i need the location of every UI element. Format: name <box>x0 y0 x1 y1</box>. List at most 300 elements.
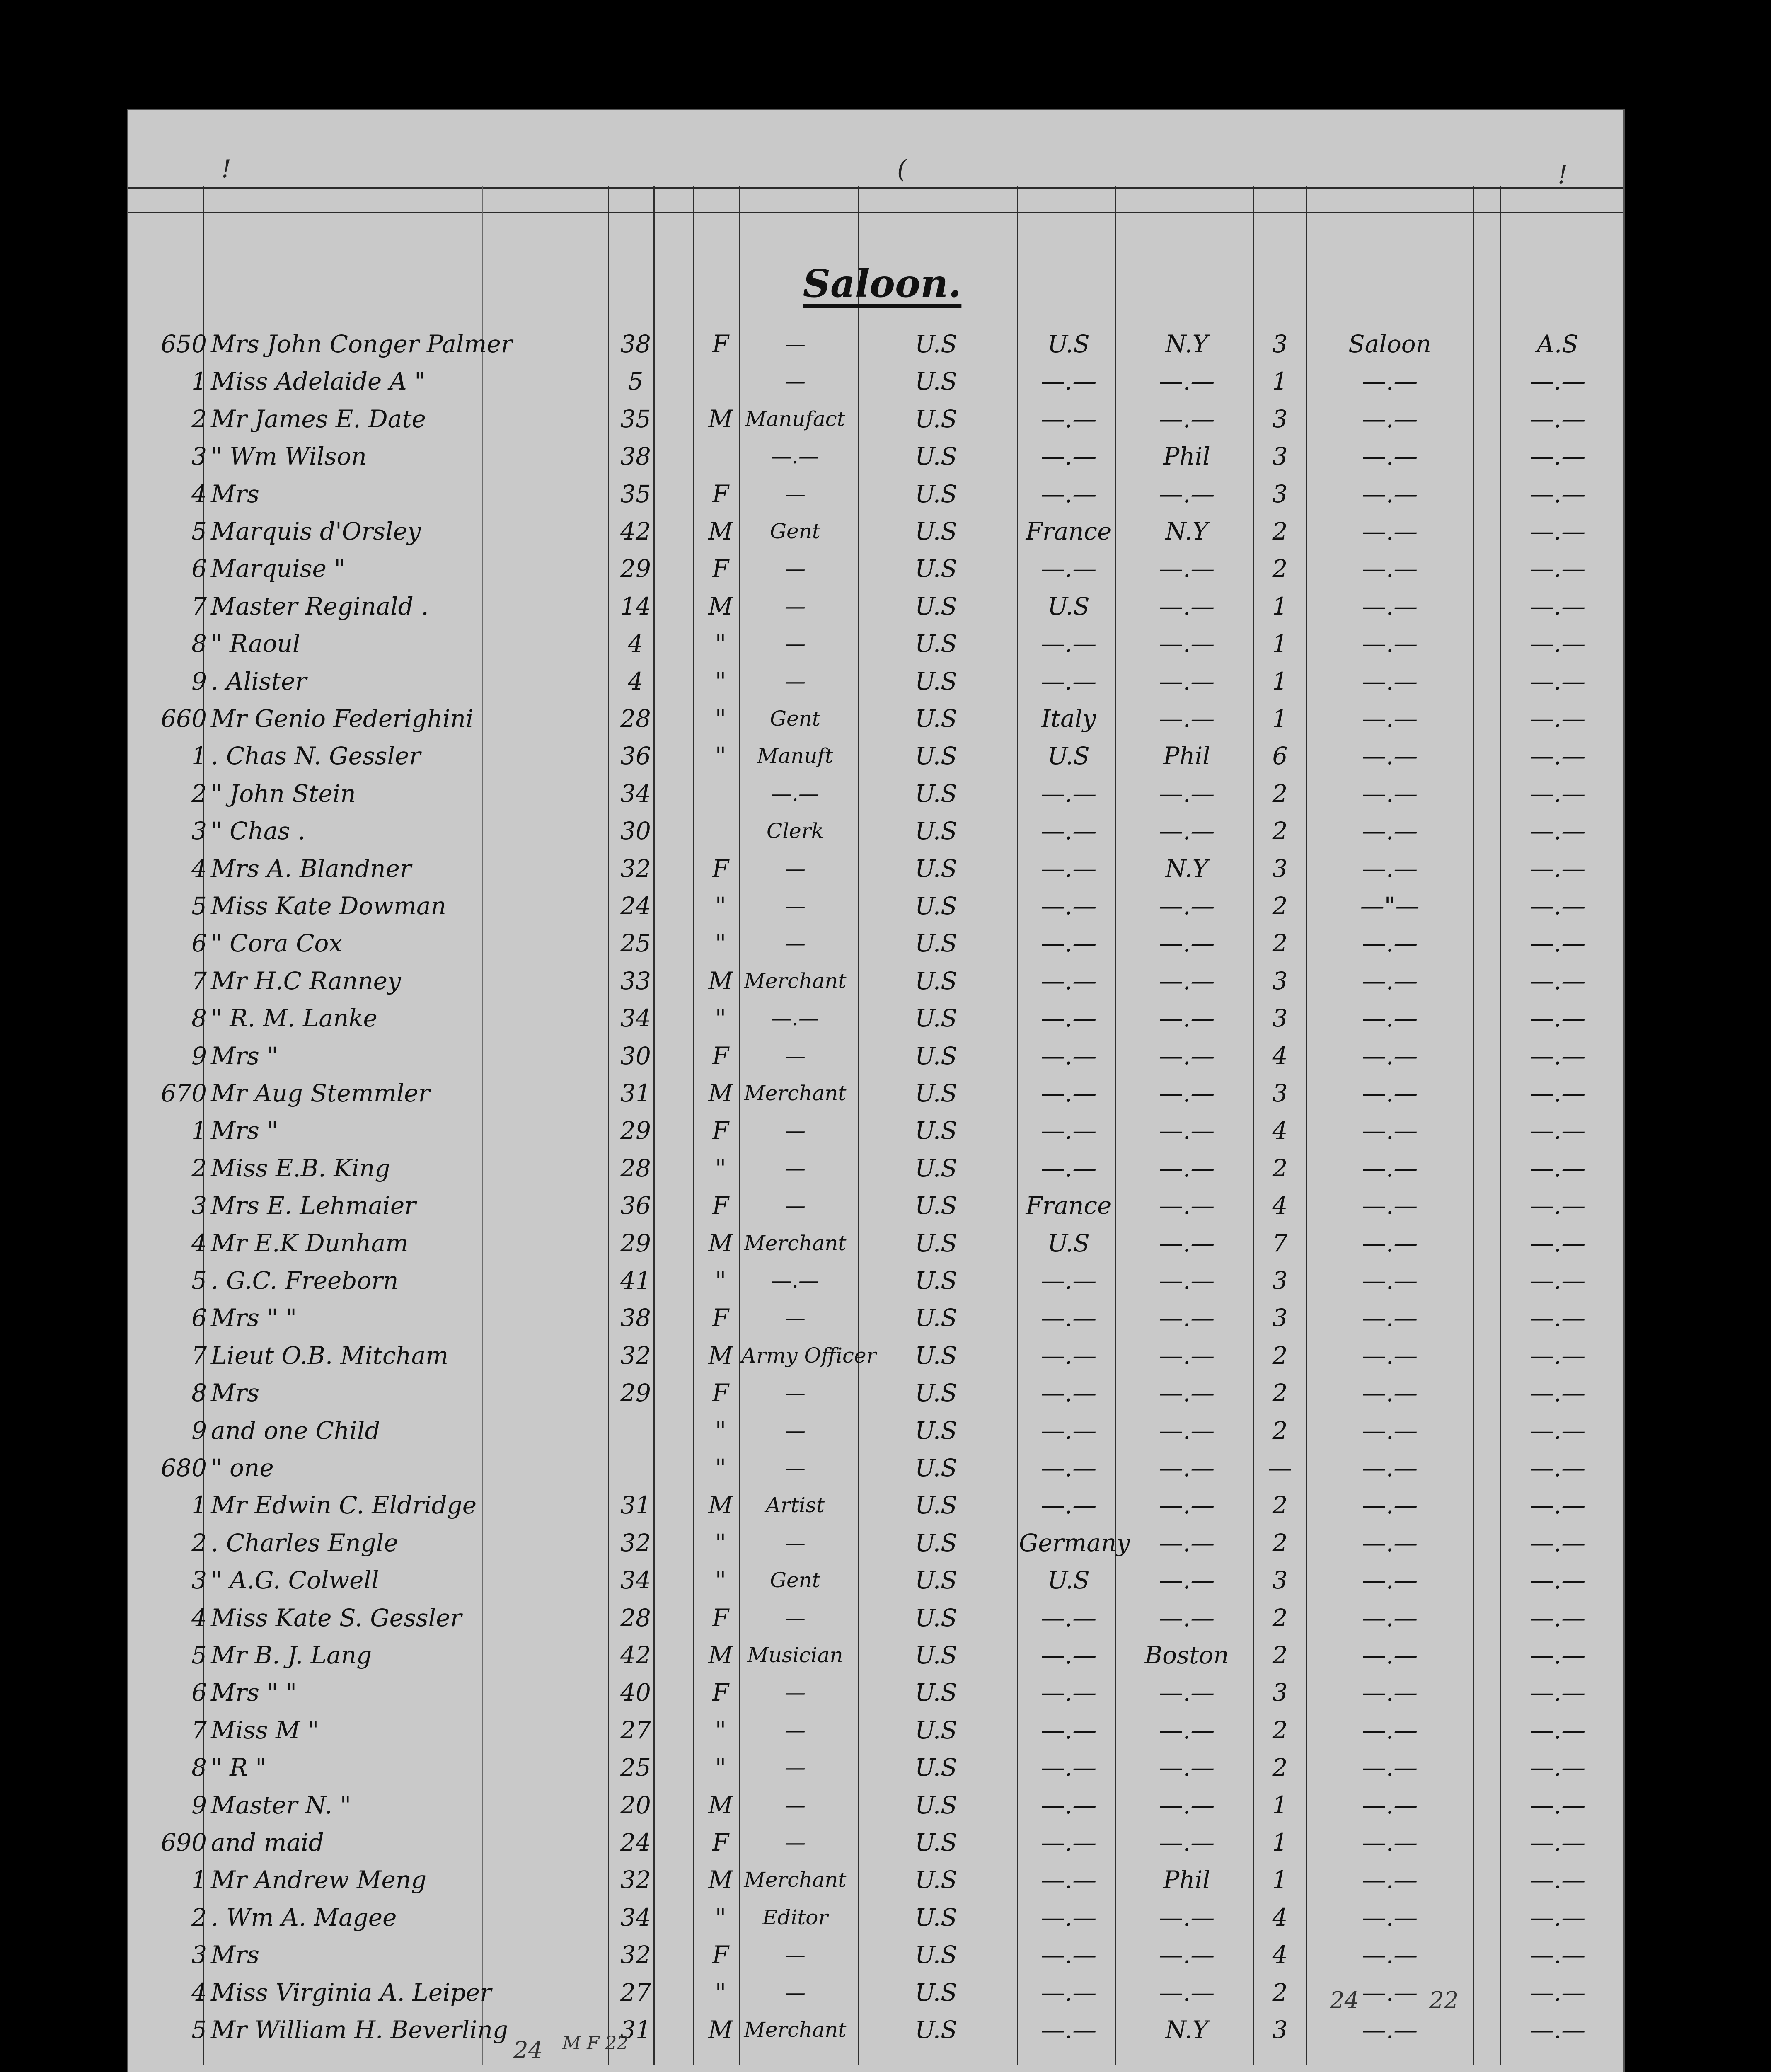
residence-cell: —.— <box>1040 817 1097 845</box>
passenger-name-cell: Master Reginald . <box>211 592 429 620</box>
occupation-cell: — <box>785 856 806 881</box>
table-row <box>128 513 1623 550</box>
destination-cell: —.— <box>1159 1004 1215 1033</box>
row-number-cell: 3 <box>191 1191 207 1220</box>
age-cell: 34 <box>620 1903 651 1932</box>
sex-cell: M <box>708 1491 733 1520</box>
sex-cell: F <box>712 1828 729 1857</box>
class-cell: —.— <box>1362 554 1418 583</box>
table-row <box>128 1899 1623 1936</box>
row-number-cell: 680 <box>161 1454 207 1482</box>
row-number-cell: 1 <box>191 367 207 396</box>
table-row <box>128 588 1623 625</box>
nationality-cell: U.S <box>915 704 957 733</box>
destination-cell: —.— <box>1159 966 1215 995</box>
passenger-name-cell: Mrs A. Blandner <box>211 854 411 883</box>
class-cell: —.— <box>1362 704 1418 733</box>
row-number-cell: 7 <box>191 1716 207 1744</box>
pieces-cell: 1 <box>1272 704 1288 733</box>
table-row <box>128 1075 1623 1112</box>
row-number-cell: 8 <box>191 1004 207 1033</box>
pieces-cell: 2 <box>1272 892 1288 920</box>
passenger-name-cell: . G.C. Freeborn <box>211 1266 399 1295</box>
nationality-cell: U.S <box>915 1341 957 1370</box>
occupation-cell: — <box>785 1156 806 1180</box>
passenger-name-cell: Miss Adelaide A " <box>211 367 426 396</box>
row-number-cell: 6 <box>191 554 207 583</box>
occupation-cell: — <box>785 1530 806 1555</box>
destination-cell: —.— <box>1159 554 1215 583</box>
sex-cell: " <box>715 1154 726 1182</box>
destination-cell: —.— <box>1159 1791 1215 1819</box>
class-cell: —.— <box>1362 779 1418 808</box>
table-row <box>128 2011 1623 2048</box>
occupation-cell: — <box>785 1193 806 1218</box>
sex-cell: M <box>708 2016 733 2044</box>
age-cell: 25 <box>620 1753 651 1782</box>
age-cell: 28 <box>620 704 651 733</box>
passenger-name-cell: " John Stein <box>211 779 356 808</box>
age-cell: 4 <box>628 629 644 658</box>
age-cell: 28 <box>620 1603 651 1632</box>
residence-cell: —.— <box>1040 1716 1097 1744</box>
sex-cell: F <box>712 1379 729 1407</box>
passenger-name-cell: Master N. " <box>211 1791 351 1819</box>
pieces-cell: 2 <box>1272 1753 1288 1782</box>
occupation-cell: Editor <box>762 1905 828 1929</box>
nationality-cell: U.S <box>915 1903 957 1932</box>
occupation-cell: — <box>785 1830 806 1854</box>
sex-cell: M <box>708 1229 733 1257</box>
destination-cell: —.— <box>1159 1191 1215 1220</box>
row-number-cell: 1 <box>191 742 207 770</box>
residence-cell: —.— <box>1040 892 1097 920</box>
table-row <box>128 1524 1623 1561</box>
residence-cell: —.— <box>1040 1866 1097 1894</box>
table-row <box>128 400 1623 438</box>
residence-cell: —.— <box>1040 554 1097 583</box>
nationality-cell: U.S <box>915 1079 957 1107</box>
passenger-name-cell: Mr Aug Stemmler <box>211 1079 430 1107</box>
destination-cell: —.— <box>1159 1978 1215 2007</box>
nationality-cell: U.S <box>915 892 957 920</box>
pieces-cell: 3 <box>1272 1304 1288 1332</box>
occupation-cell: — <box>785 1680 806 1705</box>
passenger-name-cell: Marquis d'Orsley <box>211 517 421 545</box>
pieces-cell: 1 <box>1272 1791 1288 1819</box>
destination-cell: —.— <box>1159 1116 1215 1145</box>
page-title: Saloon. <box>803 261 962 306</box>
class-cell: —.— <box>1362 1603 1418 1632</box>
age-cell: 38 <box>620 330 651 358</box>
remarks-cell: —.— <box>1529 1603 1586 1632</box>
row-number-cell: 1 <box>191 1491 207 1520</box>
table-row <box>128 1974 1623 2011</box>
residence-cell: —.— <box>1040 1641 1097 1669</box>
class-cell: —.— <box>1362 1753 1418 1782</box>
table-row <box>128 625 1623 662</box>
passenger-name-cell: Miss M " <box>211 1716 319 1744</box>
remarks-cell: A.S <box>1536 330 1579 358</box>
destination-cell: Phil <box>1163 442 1210 471</box>
table-row <box>128 475 1623 513</box>
pieces-cell: 2 <box>1272 1379 1288 1407</box>
row-number-cell: 660 <box>161 704 207 733</box>
remarks-cell: —.— <box>1529 1079 1586 1107</box>
passenger-name-cell: " Cora Cox <box>211 929 343 958</box>
residence-cell: —.— <box>1040 929 1097 958</box>
residence-cell: —.— <box>1040 1941 1097 1969</box>
occupation-cell: —.— <box>771 781 819 806</box>
passenger-name-cell: Mrs <box>211 479 259 508</box>
class-cell: —.— <box>1362 404 1418 433</box>
sex-cell: M <box>708 404 733 433</box>
row-number-cell: 9 <box>191 1041 207 1070</box>
occupation-cell: Merchant <box>744 1231 847 1255</box>
row-number-cell: 670 <box>161 1079 207 1107</box>
residence-cell: U.S <box>1048 1566 1090 1595</box>
sex-cell: F <box>712 1678 729 1707</box>
occupation-cell: — <box>785 1605 806 1630</box>
passenger-name-cell: Mrs " <box>211 1116 278 1145</box>
remarks-cell: —.— <box>1529 1716 1586 1744</box>
class-cell: —.— <box>1362 1004 1418 1033</box>
nationality-cell: U.S <box>915 442 957 471</box>
occupation-cell: — <box>785 1793 806 1817</box>
table-row <box>128 887 1623 925</box>
destination-cell: —.— <box>1159 1041 1215 1070</box>
sex-cell: " <box>715 667 726 695</box>
destination-cell: —.— <box>1159 479 1215 508</box>
nationality-cell: U.S <box>915 629 957 658</box>
sex-cell: M <box>708 517 733 545</box>
pieces-cell: 1 <box>1272 667 1288 695</box>
occupation-cell: Merchant <box>744 1868 847 1892</box>
pieces-cell: 3 <box>1272 442 1288 471</box>
occupation-cell: — <box>785 1381 806 1405</box>
remarks-cell: —.— <box>1529 966 1586 995</box>
nationality-cell: U.S <box>915 404 957 433</box>
age-cell: 35 <box>620 479 651 508</box>
row-number-cell: 7 <box>191 1341 207 1370</box>
footer-tally-right-a: 24 <box>1330 1987 1360 2014</box>
row-number-cell: 9 <box>191 1791 207 1819</box>
remarks-cell: —.— <box>1529 1304 1586 1332</box>
nationality-cell: U.S <box>915 1978 957 2007</box>
class-cell: —.— <box>1362 1416 1418 1445</box>
class-cell: —.— <box>1362 1041 1418 1070</box>
occupation-cell: — <box>785 1043 806 1068</box>
pieces-cell: 6 <box>1272 742 1288 770</box>
class-cell: —.— <box>1362 817 1418 845</box>
remarks-cell: —.— <box>1529 479 1586 508</box>
age-cell: 32 <box>620 854 651 883</box>
class-cell: —.— <box>1362 1716 1418 1744</box>
occupation-cell: Clerk <box>766 819 824 843</box>
nationality-cell: U.S <box>915 1791 957 1819</box>
age-cell: 30 <box>620 817 651 845</box>
destination-cell: —.— <box>1159 1341 1215 1370</box>
sex-cell: " <box>715 929 726 958</box>
residence-cell: —.— <box>1040 1454 1097 1482</box>
table-row <box>128 737 1623 775</box>
destination-cell: Phil <box>1163 1866 1210 1894</box>
remarks-cell: —.— <box>1529 1528 1586 1557</box>
class-cell: —.— <box>1362 1379 1418 1407</box>
occupation-cell: Manufact <box>745 407 845 431</box>
destination-cell: —.— <box>1159 1491 1215 1520</box>
age-cell: 42 <box>620 517 651 545</box>
table-row <box>128 1486 1623 1524</box>
remarks-cell: —.— <box>1529 1041 1586 1070</box>
header-rule-bottom <box>128 212 1623 213</box>
class-cell: —.— <box>1362 1791 1418 1819</box>
class-cell: —.— <box>1362 629 1418 658</box>
residence-cell: —.— <box>1040 404 1097 433</box>
occupation-cell: Gent <box>770 519 820 543</box>
passenger-name-cell: Miss Kate Dowman <box>211 892 446 920</box>
remarks-cell: —.— <box>1529 929 1586 958</box>
passenger-name-cell: Mr Edwin C. Eldridge <box>211 1491 477 1520</box>
top-mark-left: ! <box>221 155 232 184</box>
row-number-cell: 3 <box>191 1941 207 1969</box>
destination-cell: —.— <box>1159 592 1215 620</box>
sex-cell: F <box>712 1191 729 1220</box>
residence-cell: —.— <box>1040 1266 1097 1295</box>
class-cell: —.— <box>1362 1491 1418 1520</box>
age-cell: 34 <box>620 1566 651 1595</box>
passenger-name-cell: Lieut O.B. Mitcham <box>211 1341 449 1370</box>
occupation-cell: — <box>785 1755 806 1780</box>
age-cell: 36 <box>620 1191 651 1220</box>
table-row <box>128 1561 1623 1599</box>
residence-cell: —.— <box>1040 1154 1097 1182</box>
sex-cell: " <box>715 629 726 658</box>
destination-cell: —.— <box>1159 1416 1215 1445</box>
residence-cell: —.— <box>1040 1116 1097 1145</box>
nationality-cell: U.S <box>915 1716 957 1744</box>
passenger-name-cell: " Wm Wilson <box>211 442 367 471</box>
row-number-cell: 690 <box>161 1828 207 1857</box>
table-row <box>128 325 1623 363</box>
class-cell: —.— <box>1362 1341 1418 1370</box>
pieces-cell: 3 <box>1272 1079 1288 1107</box>
table-row <box>128 962 1623 1000</box>
row-number-cell: 4 <box>191 1978 207 2007</box>
row-number-cell: 4 <box>191 1603 207 1632</box>
destination-cell: —.— <box>1159 704 1215 733</box>
age-cell: 34 <box>620 779 651 808</box>
destination-cell: —.— <box>1159 1716 1215 1744</box>
nationality-cell: U.S <box>915 779 957 808</box>
sex-cell <box>698 812 743 850</box>
nationality-cell: U.S <box>915 1304 957 1332</box>
class-cell: —.— <box>1362 1641 1418 1669</box>
nationality-cell: U.S <box>915 517 957 545</box>
passenger-name-cell: Miss Virginia A. Leiper <box>211 1978 491 2007</box>
class-cell: —.— <box>1362 1828 1418 1857</box>
class-cell: —.— <box>1362 1454 1418 1482</box>
nationality-cell: U.S <box>915 1491 957 1520</box>
sex-cell <box>698 438 743 475</box>
class-cell: —.— <box>1362 1229 1418 1257</box>
passenger-name-cell: Mrs E. Lehmaier <box>211 1191 416 1220</box>
age-cell <box>611 1412 660 1449</box>
age-cell: 28 <box>620 1154 651 1182</box>
remarks-cell: —.— <box>1529 1341 1586 1370</box>
occupation-cell: — <box>785 1943 806 1967</box>
class-cell: —.— <box>1362 966 1418 995</box>
passenger-name-cell: Marquise " <box>211 554 345 583</box>
occupation-cell: — <box>785 1118 806 1143</box>
passenger-name-cell: Mr H.C Ranney <box>211 966 401 995</box>
row-number-cell: 8 <box>191 1379 207 1407</box>
destination-cell: —.— <box>1159 1304 1215 1332</box>
occupation-cell: — <box>785 931 806 956</box>
pieces-cell: 3 <box>1272 1566 1288 1595</box>
pieces-cell: 2 <box>1272 517 1288 545</box>
table-row <box>128 438 1623 475</box>
row-number-cell: 5 <box>191 1266 207 1295</box>
table-row <box>128 812 1623 850</box>
destination-cell: N.Y <box>1165 2016 1208 2044</box>
row-number-cell: 8 <box>191 1753 207 1782</box>
residence-cell: U.S <box>1048 1229 1090 1257</box>
age-cell: 31 <box>620 1491 651 1520</box>
residence-cell: U.S <box>1048 592 1090 620</box>
class-cell: —.— <box>1362 1528 1418 1557</box>
remarks-cell: —.— <box>1529 1678 1586 1707</box>
age-cell: 32 <box>620 1528 651 1557</box>
pieces-cell: 3 <box>1272 2016 1288 2044</box>
footer-tally-right-b: 22 <box>1429 1987 1459 2014</box>
residence-cell: U.S <box>1048 742 1090 770</box>
age-cell: 38 <box>620 1304 651 1332</box>
table-row <box>128 1412 1623 1449</box>
age-cell: 42 <box>620 1641 651 1669</box>
residence-cell: —.— <box>1040 479 1097 508</box>
occupation-cell: Manuft <box>757 744 833 768</box>
sex-cell: M <box>708 592 733 620</box>
passenger-name-cell: " one <box>211 1454 274 1482</box>
class-cell: —.— <box>1362 1116 1418 1145</box>
passenger-name-cell: . Wm A. Magee <box>211 1903 397 1932</box>
residence-cell: —.— <box>1040 1603 1097 1632</box>
passenger-name-cell: Mrs " " <box>211 1304 297 1332</box>
destination-cell: —.— <box>1159 367 1215 396</box>
sex-cell: M <box>708 1866 733 1894</box>
class-cell: —.— <box>1362 1154 1418 1182</box>
top-mark-center: ( <box>897 155 907 184</box>
sex-cell: " <box>715 704 726 733</box>
nationality-cell: U.S <box>915 1416 957 1445</box>
age-cell: 34 <box>620 1004 651 1033</box>
passenger-name-cell: Mr William H. Beverling <box>211 2016 508 2044</box>
passenger-name-cell: Mrs John Conger Palmer <box>211 330 513 358</box>
occupation-cell: Merchant <box>744 2018 847 2042</box>
table-row <box>128 1599 1623 1636</box>
table-row <box>128 850 1623 887</box>
remarks-cell: —.— <box>1529 1266 1586 1295</box>
remarks-cell: —.— <box>1529 1229 1586 1257</box>
age-cell: 41 <box>620 1266 651 1295</box>
age-cell: 31 <box>620 2016 651 2044</box>
row-number-cell: 2 <box>191 1903 207 1932</box>
passenger-name-cell: " Raoul <box>211 629 300 658</box>
destination-cell: —.— <box>1159 629 1215 658</box>
residence-cell: —.— <box>1040 854 1097 883</box>
sex-cell: " <box>715 1416 726 1445</box>
sex-cell: F <box>712 854 729 883</box>
class-cell: —.— <box>1362 517 1418 545</box>
row-number-cell: 5 <box>191 2016 207 2044</box>
age-cell: 29 <box>620 554 651 583</box>
table-row <box>128 1000 1623 1037</box>
nationality-cell: U.S <box>915 1229 957 1257</box>
residence-cell: U.S <box>1048 330 1090 358</box>
remarks-cell: —.— <box>1529 667 1586 695</box>
row-number-cell: 3 <box>191 442 207 471</box>
header-rule-top <box>128 187 1623 189</box>
age-cell: 4 <box>628 667 644 695</box>
age-cell <box>611 1449 660 1486</box>
pieces-cell: 4 <box>1272 1041 1288 1070</box>
table-row <box>128 1711 1623 1749</box>
passenger-name-cell: Miss Kate S. Gessler <box>211 1603 462 1632</box>
table-row <box>128 1449 1623 1486</box>
destination-cell: —.— <box>1159 929 1215 958</box>
class-cell: —.— <box>1362 1978 1418 2007</box>
pieces-cell: 3 <box>1272 1004 1288 1033</box>
remarks-cell: —.— <box>1529 1941 1586 1969</box>
residence-cell: —.— <box>1040 966 1097 995</box>
nationality-cell: U.S <box>915 1528 957 1557</box>
class-cell: —.— <box>1362 1678 1418 1707</box>
row-number-cell: 7 <box>191 592 207 620</box>
row-number-cell: 6 <box>191 1678 207 1707</box>
sex-cell: " <box>715 1753 726 1782</box>
nationality-cell: U.S <box>915 1641 957 1669</box>
residence-cell: —.— <box>1040 367 1097 396</box>
pieces-cell: 2 <box>1272 1341 1288 1370</box>
passenger-name-cell: . Chas N. Gessler <box>211 742 421 770</box>
table-row <box>128 1337 1623 1374</box>
residence-cell: France <box>1026 1191 1112 1220</box>
occupation-cell: Artist <box>766 1493 825 1518</box>
pieces-cell: 1 <box>1272 1866 1288 1894</box>
destination-cell: N.Y <box>1165 330 1208 358</box>
row-number-cell: 9 <box>191 667 207 695</box>
nationality-cell: U.S <box>915 667 957 695</box>
sex-cell: " <box>715 1528 726 1557</box>
age-cell: 29 <box>620 1116 651 1145</box>
nationality-cell: U.S <box>915 554 957 583</box>
pieces-cell: 3 <box>1272 854 1288 883</box>
class-cell: —.— <box>1362 1566 1418 1595</box>
destination-cell: N.Y <box>1165 517 1208 545</box>
pieces-cell: 3 <box>1272 404 1288 433</box>
age-cell: 38 <box>620 442 651 471</box>
class-cell: —.— <box>1362 2016 1418 2044</box>
remarks-cell: —.— <box>1529 1416 1586 1445</box>
class-cell: —.— <box>1362 1079 1418 1107</box>
occupation-cell: Gent <box>770 707 820 731</box>
pieces-cell: 2 <box>1272 817 1288 845</box>
occupation-cell: — <box>785 894 806 918</box>
age-cell: 24 <box>620 892 651 920</box>
table-row <box>128 1936 1623 1973</box>
sex-cell: " <box>715 742 726 770</box>
